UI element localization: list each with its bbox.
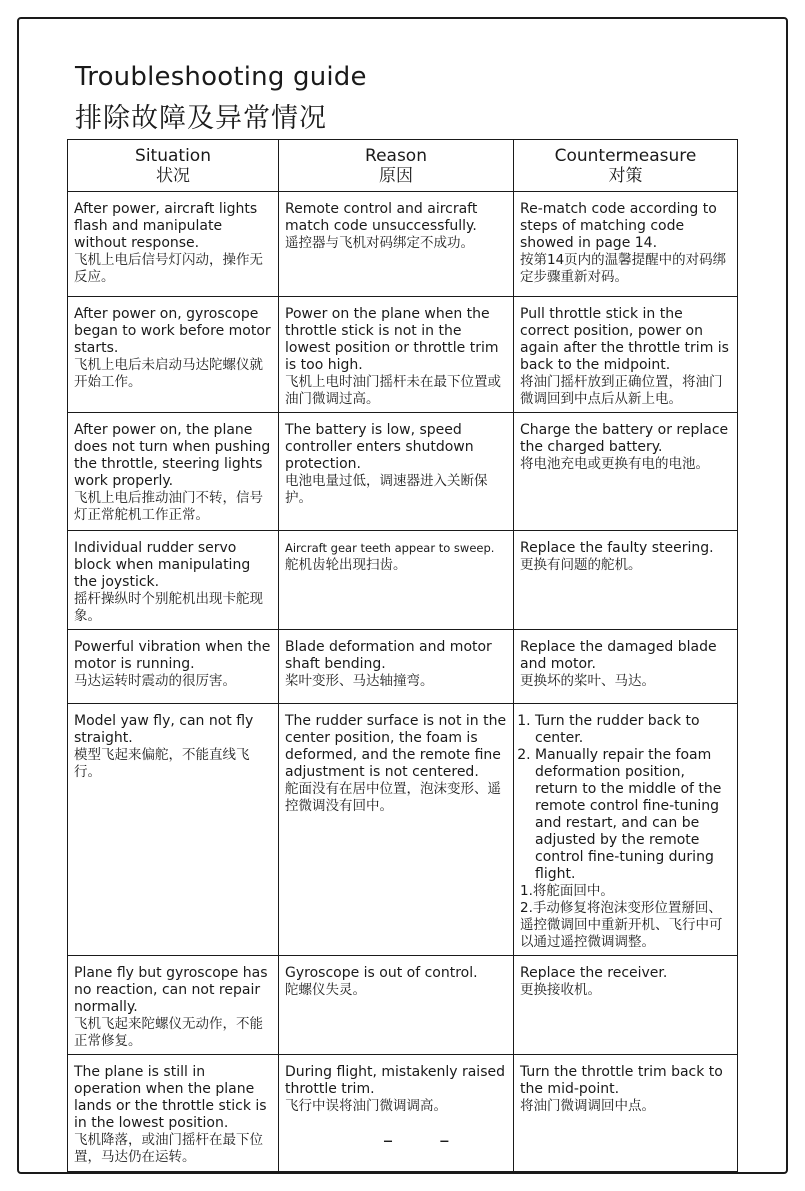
situation-cell: After power on, gyroscope began to work before motor starts. 飞机上电后未启动马达陀螺仪就开始工作。 (68, 297, 279, 413)
reason-cell: Remote control and aircraft match code unsuccessfully. 遥控器与飞机对码绑定不成功。 (279, 192, 514, 297)
situation-cell: After power, aircraft lights flash and manipulate without response. 飞机上电后信号灯闪动，操作无反应。 (68, 192, 279, 297)
situation-cell: Model yaw fly, can not fly straight. 模型飞起来偏舵，不能直线飞行。 (68, 704, 279, 956)
countermeasure-cell: Replace the faulty steering. 更换有问题的舵机。 (514, 531, 738, 630)
situation-cell: Plane fly but gyroscope has no reaction, can not repair normally. 飞机飞起来陀螺仪无动作，不能正常修复。 (68, 956, 279, 1055)
countermeasure-cell: Pull throttle stick in the correct position, power on again after the throttle trim is back to the midpoint. 将油门摇杆放到正确位置，将油门微调回到中点后从新上电。 (514, 297, 738, 413)
reason-cell: Power on the plane when the throttle stick is not in the lowest position or throttle trim is too high. 飞机上电时油门摇杆未在最下位置或油门微调过高。 (279, 297, 514, 413)
table-row (68, 630, 738, 704)
header-reason: Reason 原因 (279, 140, 514, 192)
page-title: Troubleshooting guide (75, 62, 367, 92)
page-number: – – (383, 1128, 470, 1152)
situation-cell: After power on, the plane does not turn when pushing the throttle, steering lights work properly. 飞机上电后推动油门不转，信号灯正常舵机工作正常。 (68, 413, 279, 531)
table-row (68, 1055, 738, 1172)
step-item-cn: 2.手动修复将泡沫变形位置掰回、遥控微调回中重新开机、飞行中可以通过遥控微调调整。 (520, 900, 723, 950)
countermeasure-steps (520, 713, 732, 883)
reason-cell: Gyroscope is out of control. 陀螺仪失灵。 (279, 956, 514, 1055)
page-title-cn: 排除故障及异常情况 (75, 103, 327, 134)
step-item: 2. Manually repair the foam deformation position, return to the middle of the remote control fine-tuning and restart, and can be adjusted by the remote control fine-tuning during flight. (535, 747, 732, 883)
table-header-row (68, 140, 738, 192)
countermeasure-cell (514, 704, 738, 956)
situation-cell: Powerful vibration when the motor is running. 马达运转时震动的很厉害。 (68, 630, 279, 704)
reason-cell: The battery is low, speed controller enters shutdown protection. 电池电量过低，调速器进入关断保护。 (279, 413, 514, 531)
troubleshooting-table (67, 139, 738, 1172)
table-row (68, 956, 738, 1055)
table-row (68, 413, 738, 531)
countermeasure-cell: Replace the receiver. 更换接收机。 (514, 956, 738, 1055)
reason-cell: Aircraft gear teeth appear to sweep. 舵机齿轮出现扫齿。 (279, 531, 514, 630)
reason-cell: The rudder surface is not in the center position, the foam is deformed, and the remote fine adjustment is not centered. 舵面没有在居中位置，泡沫变形、遥控微调没有回中。 (279, 704, 514, 956)
reason-cell: Blade deformation and motor shaft bending. 桨叶变形、马达轴撞弯。 (279, 630, 514, 704)
countermeasure-cell: Replace the damaged blade and motor. 更换坏的桨叶、马达。 (514, 630, 738, 704)
step-item: 1. Turn the rudder back to center. (535, 713, 732, 747)
table-row (68, 192, 738, 297)
countermeasure-cell: Charge the battery or replace the charged battery. 将电池充电或更换有电的电池。 (514, 413, 738, 531)
step-item-cn: 1.将舵面回中。 (520, 883, 614, 899)
table-row (68, 704, 738, 956)
situation-cell: Individual rudder servo block when manipulating the joystick. 摇杆操纵时个别舵机出现卡舵现象。 (68, 531, 279, 630)
situation-cell: The plane is still in operation when the plane lands or the throttle stick is in the lowest position. 飞机降落，或油门摇杆在最下位置，马达仍在运转。 (68, 1055, 279, 1172)
countermeasure-cell: Re-match code according to steps of matching code showed in page 14. 按第14页内的温馨提醒中的对码绑定步骤重新对码。 (514, 192, 738, 297)
reason-cell: During flight, mistakenly raised throttle trim. 飞行中误将油门微调调高。 (279, 1055, 514, 1172)
countermeasure-cell: Turn the throttle trim back to the mid-point. 将油门微调调回中点。 (514, 1055, 738, 1172)
table-row (68, 297, 738, 413)
header-countermeasure: Countermeasure 对策 (514, 140, 738, 192)
table-row (68, 531, 738, 630)
header-situation: Situation 状况 (68, 140, 279, 192)
